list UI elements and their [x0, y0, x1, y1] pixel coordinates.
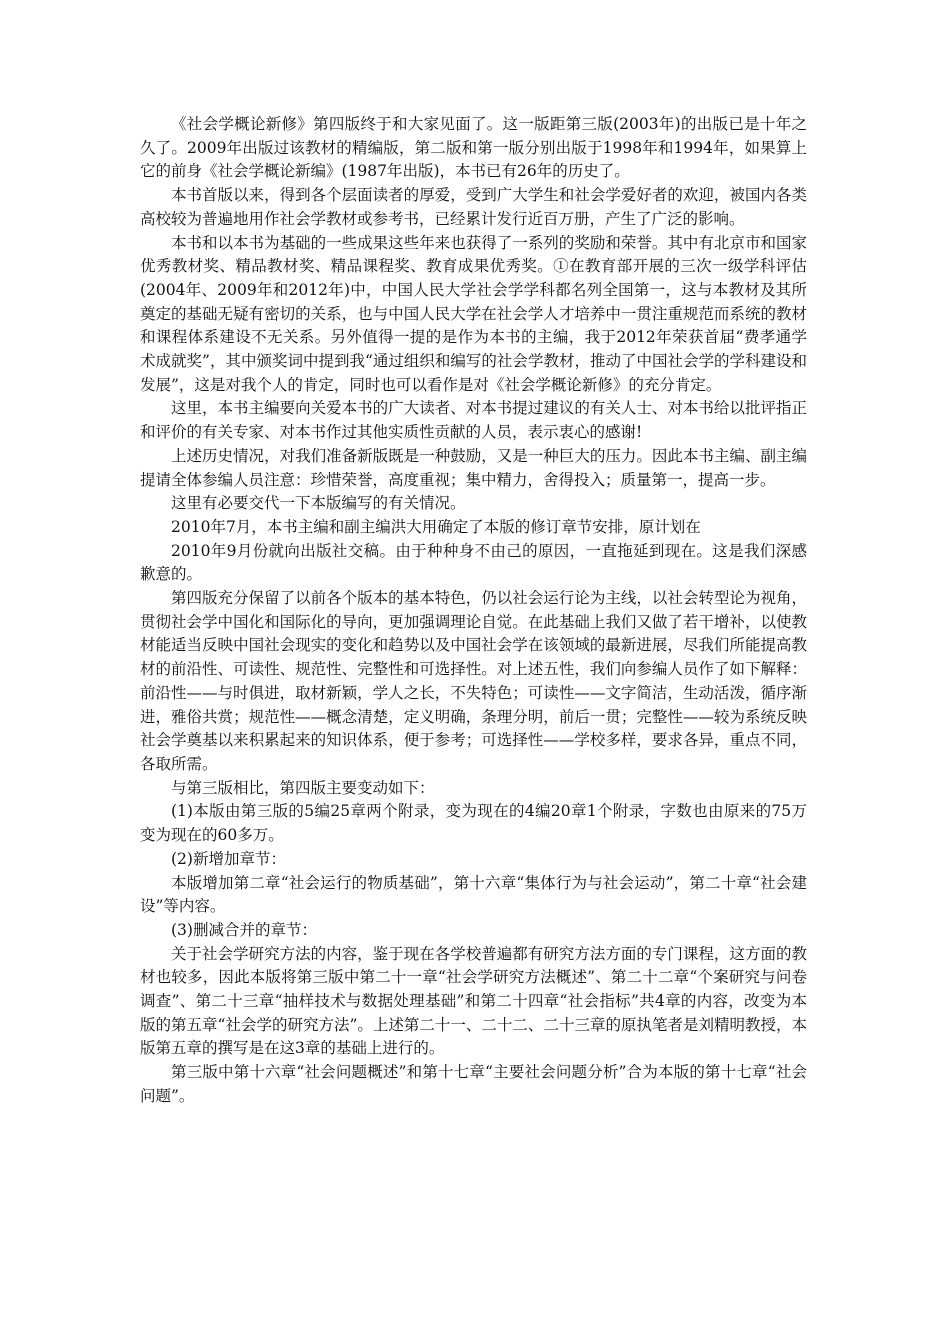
paragraph: 上述历史情况，对我们准备新版既是一种鼓励，又是一种巨大的压力。因此本书主编、副主编提请全体参编人员注意：珍惜荣誉，高度重视；集中精力，舍得投入；质量第一，提高一步。 [140, 446, 807, 489]
paragraph: 2010年7月，本书主编和副主编洪大用确定了本版的修订章节安排，原计划在 [171, 517, 701, 536]
paragraph: 这里有必要交代一下本版编写的有关情况。 [171, 494, 466, 513]
paragraph: 这里，本书主编要向关爱本书的广大读者、对本书提过建议的有关人士、对本书给以批评指正和评价的有关专家、对本书作过其他实质性贡献的人员，表示衷心的感谢! [140, 399, 807, 442]
paragraph: 本书首版以来，得到各个层面读者的厚爱，受到广大学生和社会学爱好者的欢迎，被国内各类高校较为普遍地用作社会学教材或参考书，已经累计发行近百万册，产生了广泛的影响。 [140, 186, 807, 228]
paragraph: (1)本版由第三版的5编25章两个附录，变为现在的4编20章1个附录，字数也由原来的75万变为现在的60多万。 [140, 802, 807, 845]
paragraph: 本版增加第二章“社会运行的物质基础”，第十六章“集体行为与社会运动”，第二十章“社会建设”等内容。 [140, 873, 807, 916]
paragraph: (2)新增加章节： [171, 849, 286, 868]
paragraph: 第三版中第十六章“社会问题概述”和第十七章“主要社会问题分析”合为本版的第十七章“社会问题”。 [140, 1063, 807, 1105]
paragraph: 与第三版相比，第四版主要变动如下： [171, 778, 435, 797]
paragraph: 2010年9月份就向出版社交稿。由于种种身不由己的原因，一直拖延到现在。这是我们深感歉意的。 [140, 541, 807, 584]
paragraph: 第四版充分保留了以前各个版本的基本特色，仍以社会运行论为主线，以社会转型论为视角，贯彻社会学中国化和国际化的导向，更加强调理论自觉。在此基础上我们又做了若干增补，以使教材能适当反映中国社会现实的变化和趋势以及中国社会学在该领域的最新进展，尽我们所能提高教材的前沿性、可读性、规范性、完整性和可选择性。对上述五性，我们向参编人员作了如下解释：前沿性——与时俱进，取材新颖，学人之长，不失特色；可读性——文字简洁，生动活泼，循序渐进，雅俗共赏；规范性——概念清楚，定义明确，条理分明，前后一贯；完整性——较为系统反映社会学奠基以来积累起来的知识体系，便于参考；可选择性——学校多样，要求各异，重点不同，各取所需。 [140, 589, 807, 773]
paragraph: 本书和以本书为基础的一些成果这些年来也获得了一系列的奖励和荣誉。其中有北京市和国家优秀教材奖、精品教材奖、精品课程奖、教育成果优秀奖。①在教育部开展的三次一级学科评估(2004年、2009年和2012年)中，中国人民大学社会学学科都名列全国第一，这与本教材及其所奠定的基础无疑有密切的关系，也与中国人民大学在社会学人才培养中一贯注重规范而系统的教材和课程体系建设不无关系。另外值得一提的是作为本书的主编，我于2012年荣获首届“费孝通学术成就奖”，其中颁奖词中提到我“通过组织和编写的社会学教材，推动了中国社会学的学科建设和发展”，这是对我个人的肯定，同时也可以看作是对《社会学概论新修》的充分肯定。 [140, 233, 807, 394]
paragraph: 关于社会学研究方法的内容，鉴于现在各学校普遍都有研究方法方面的专门课程，这方面的教材也较多，因此本版将第三版中第二十一章“社会学研究方法概述”、第二十二章“个案研究与问卷调查”、第二十三章“抽样技术与数据处理基础”和第二十四章“社会指标”共4章的内容，改变为本版的第五章“社会学的研究方法”。上述第二十一、二十二、二十三章的原执笔者是刘精明教授，本版第五章的撰写是在这3章的基础上进行的。 [140, 944, 807, 1058]
document-page [140, 113, 807, 1109]
paragraph: 《社会学概论新修》第四版终于和大家见面了。这一版距第三版(2003年)的出版已是十年之久了。2009年出版过该教材的精编版，第二版和第一版分别出版于1998年和1994年，如果算上它的前身《社会学概论新编》(1987年出版)，本书已有26年的历史了。 [140, 115, 807, 181]
paragraph: (3)删减合并的章节： [171, 920, 317, 939]
